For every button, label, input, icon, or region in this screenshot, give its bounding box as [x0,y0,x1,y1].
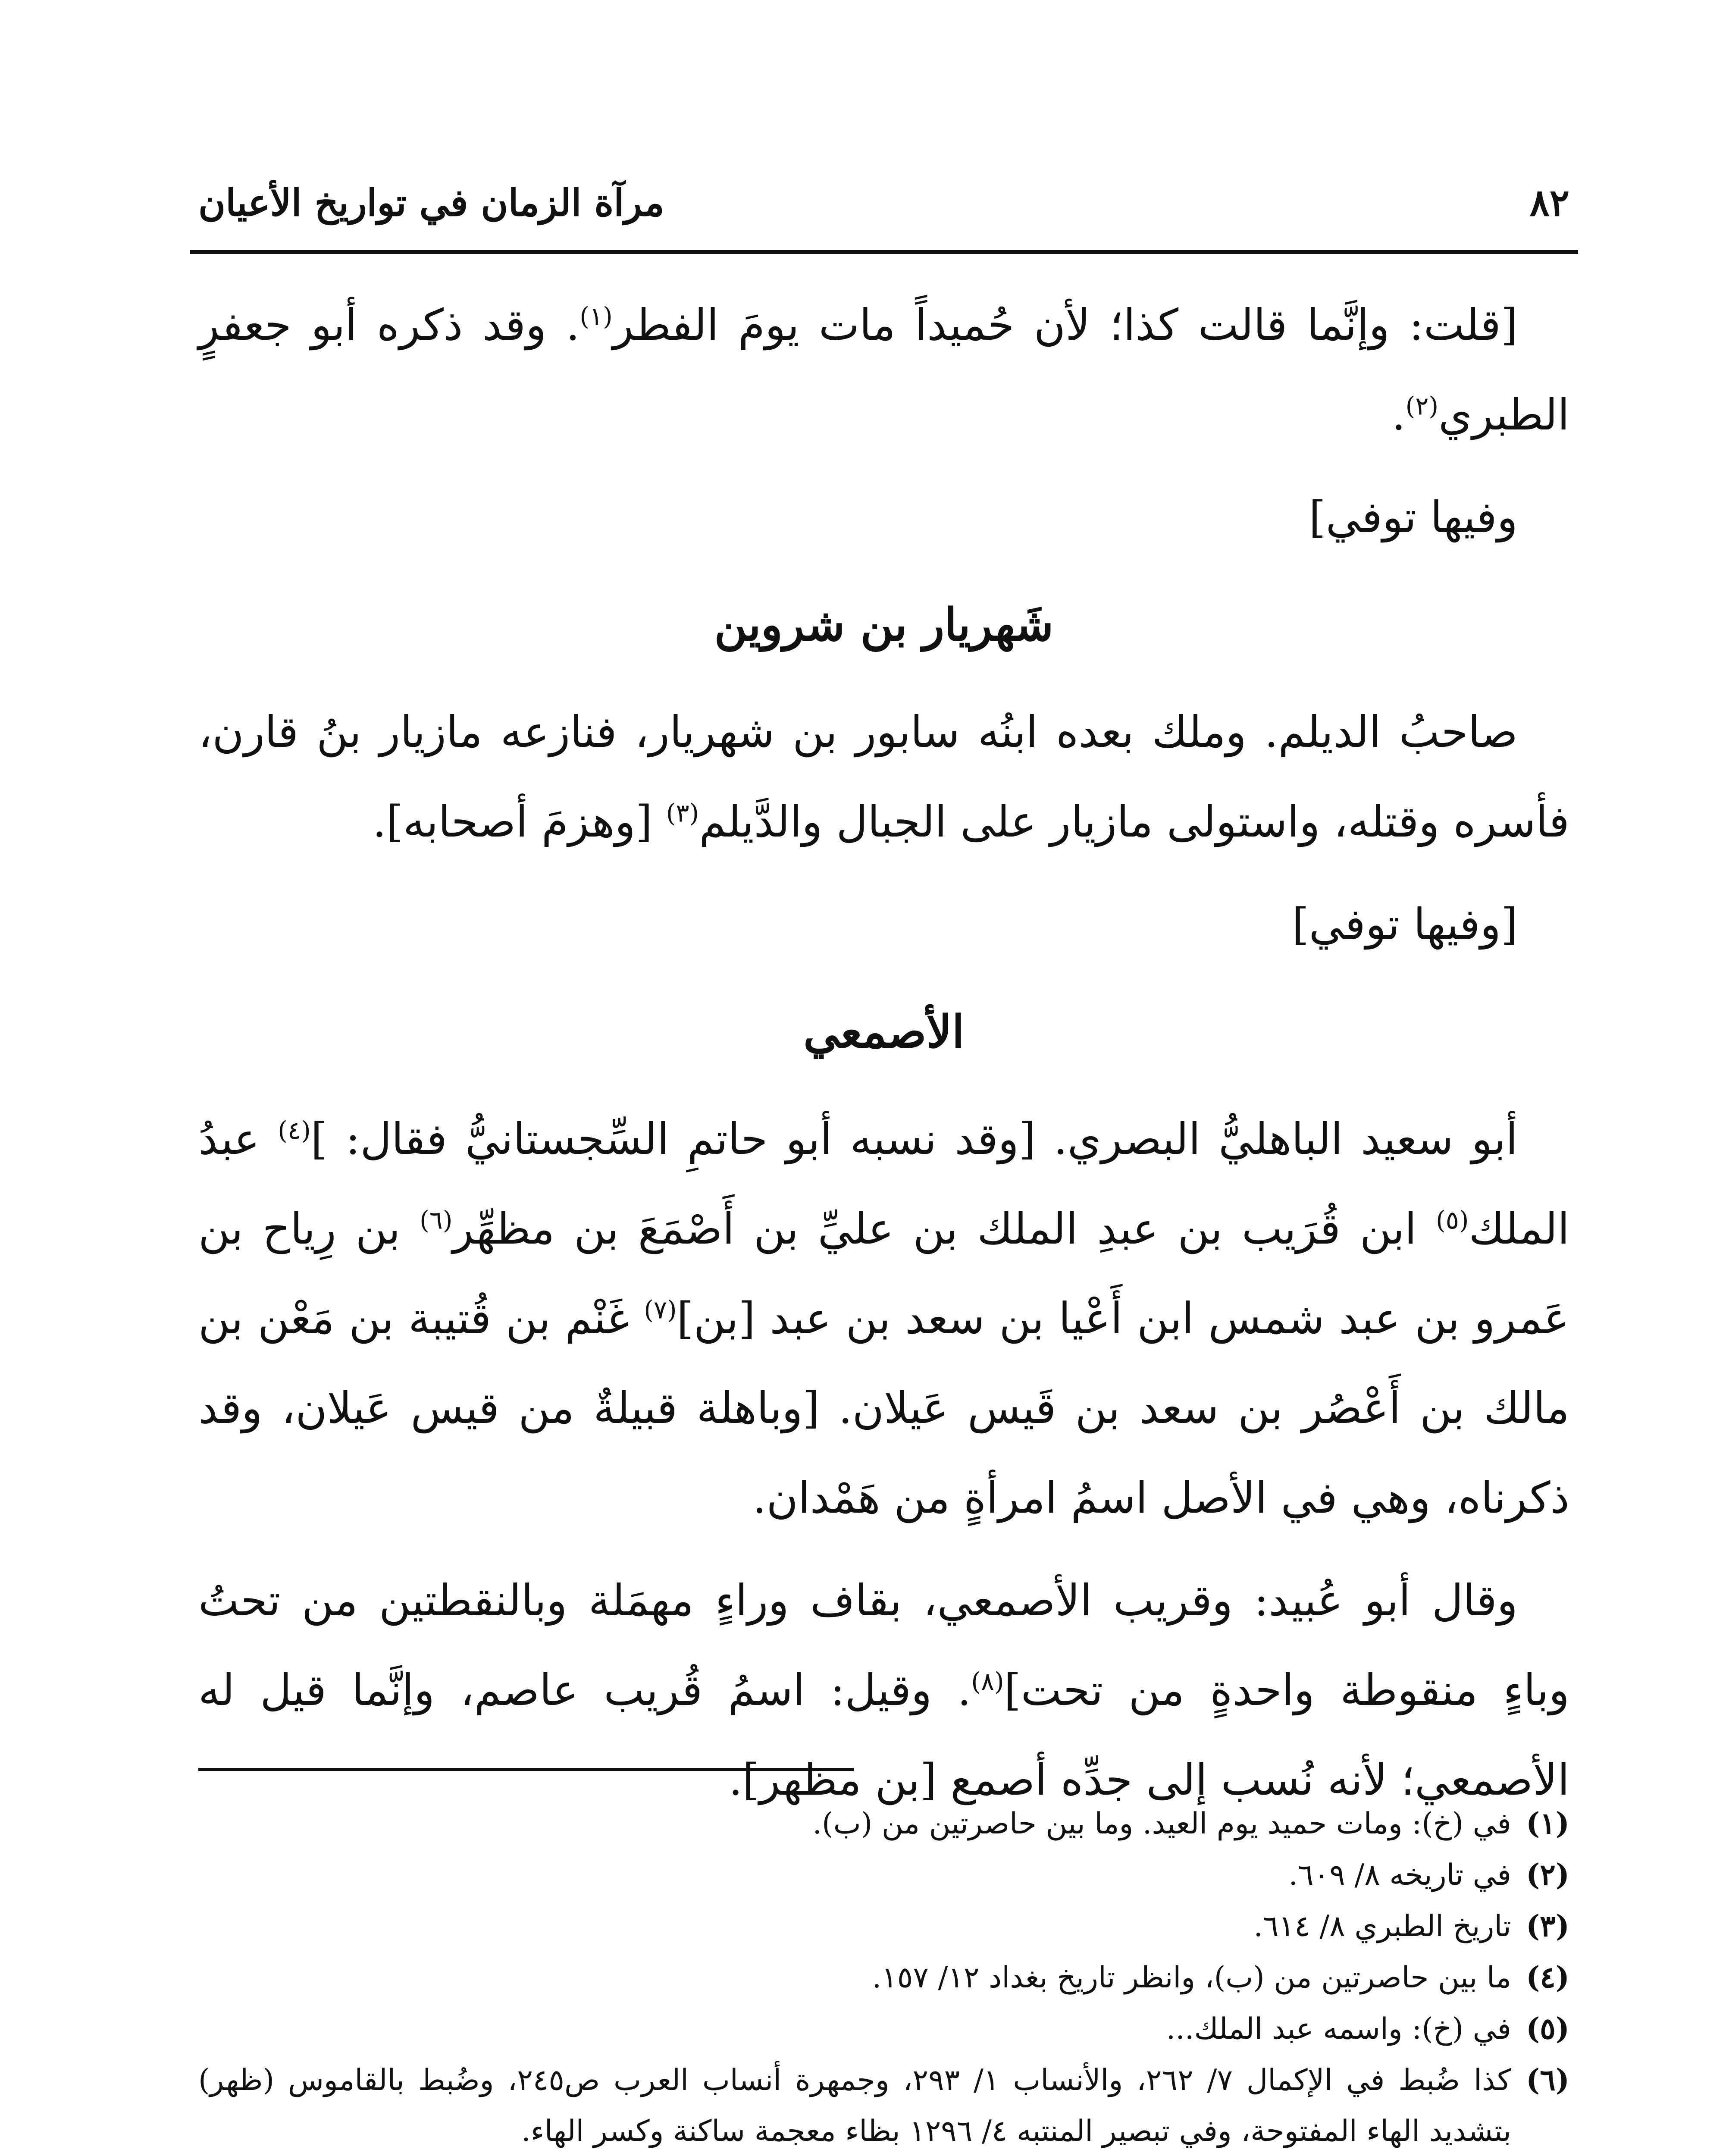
book-page [190,0,1578,2156]
footnote-1: (١)في (خ): ومات حميد يوم العيد. وما بين حاصرتين من (ب). [812,1806,1569,1841]
entry-heading-asmai: الأصمعي [803,1005,965,1058]
footnote-5: (٥)في (خ): واسمه عبد الملك... [1166,2012,1569,2046]
header-rule [190,250,1578,254]
running-header [190,172,1578,237]
footnote-ref-6[interactable]: (٦) [420,1205,453,1235]
paragraph-wafiha-2: [وفيها توفي] [1292,899,1518,950]
page-number: ٨٢ [1529,181,1569,225]
footnote-separator [198,1768,854,1771]
footnotes [198,1798,1569,2156]
footnote-ref-2[interactable]: (٢) [1405,391,1439,421]
footnote-ref-8[interactable]: (٨) [971,1667,1004,1696]
footnote-ref-1[interactable]: (١) [579,301,613,331]
footnote-4: (٤)ما بين حاصرتين من (ب)، وانظر تاريخ بغداد ١٢/ ١٥٧. [872,1960,1569,1995]
paragraph-asmai-lineage: أبو سعيد الباهليُّ البصري. [وقد نسبه أبو حاتمِ السِّجستانيُّ فقال: ]$^{(٤)}$ عبدُ الملك$^{(٥)}$ ابن قُرَيب بن عبدِ الملك بن عليِّ بن أَصْمَعَ بن مظهِّر$^{(٦)}$ بن رِياح بن عَمرو بن عبد شمس ابن أَعْيا بن سعد بن عبد [بن]$^{(٧)}$ غَنْم بن قُتيبة بن مَعْن بن مالك بن أَعْصُر بن سعد بن قَيس عَيلان. [وباهلة قبيلةٌ من قيس عَيلان، وقد ذكرناه، وهي في الأصل اسمُ امرأةٍ من هَمْدان. [198,1114,1570,1523]
paragraph-abu-ubayd: وقال أبو عُبيد: وقريب الأصمعي، بقاف وراءٍ مهمَلة وبالنقطتين من تحتُ وباءٍ منقوطة واحدةٍ من تحت]$^{(٨)}$. وقيل: اسمُ قُريب عاصم، وإنَّما قيل له الأصمعي؛ لأنه نُسب إلى جدِّه أصمع [بن مظهر]. [198,1575,1569,1805]
footnote-2: (٢)في تاريخه ٨/ ٦٠٩. [1288,1858,1569,1892]
footnote-3: (٣)تاريخ الطبري ٨/ ٦١٤. [1253,1909,1569,1943]
paragraph-qult: [قلت: وإنَّما قالت كذا؛ لأن حُميداً مات يومَ الفطر$^{(١)}$. وقد ذكره أبو جعفرٍ الطبري$^{(٢)}$. [198,300,1569,440]
footnote-6: (٦)كذا ضُبط في الإكمال ٧/ ٢٦٢، والأنساب ١/ ٢٩٣، وجمهرة أنساب العرب ص٢٤٥، وضُبط بالقاموس (ظهر) بتشديد الهاء المفتوحة، وفي تبصير المنتبه ٤/ ١٢٩٦ بظاء معجمة ساكنة وكسر الهاء. [198,2063,1569,2148]
main-text [198,280,1569,1825]
entry-heading-shahriyar: شَهريار بن شروين [714,598,1054,651]
footnote-ref-5[interactable]: (٥) [1436,1205,1469,1235]
paragraph-wafiha-1: وفيها توفي] [1309,492,1518,542]
paragraph-shahriyar: صاحبُ الديلم. وملك بعده ابنُه سابور بن شهريار، فنازعه مازيار بنُ قارن، فأسره وقتله، واستولى مازيار على الجبال والدَّيلم$^{(٣)}$ [وهزمَ أصحابه]. [198,707,1569,847]
book-title: مرآة الزمان في تواريخ الأعيان [198,181,664,225]
footnote-ref-7[interactable]: (٧) [644,1295,677,1325]
footnote-ref-3[interactable]: (٣) [666,798,699,828]
footnote-ref-4[interactable]: (٤) [278,1116,311,1145]
